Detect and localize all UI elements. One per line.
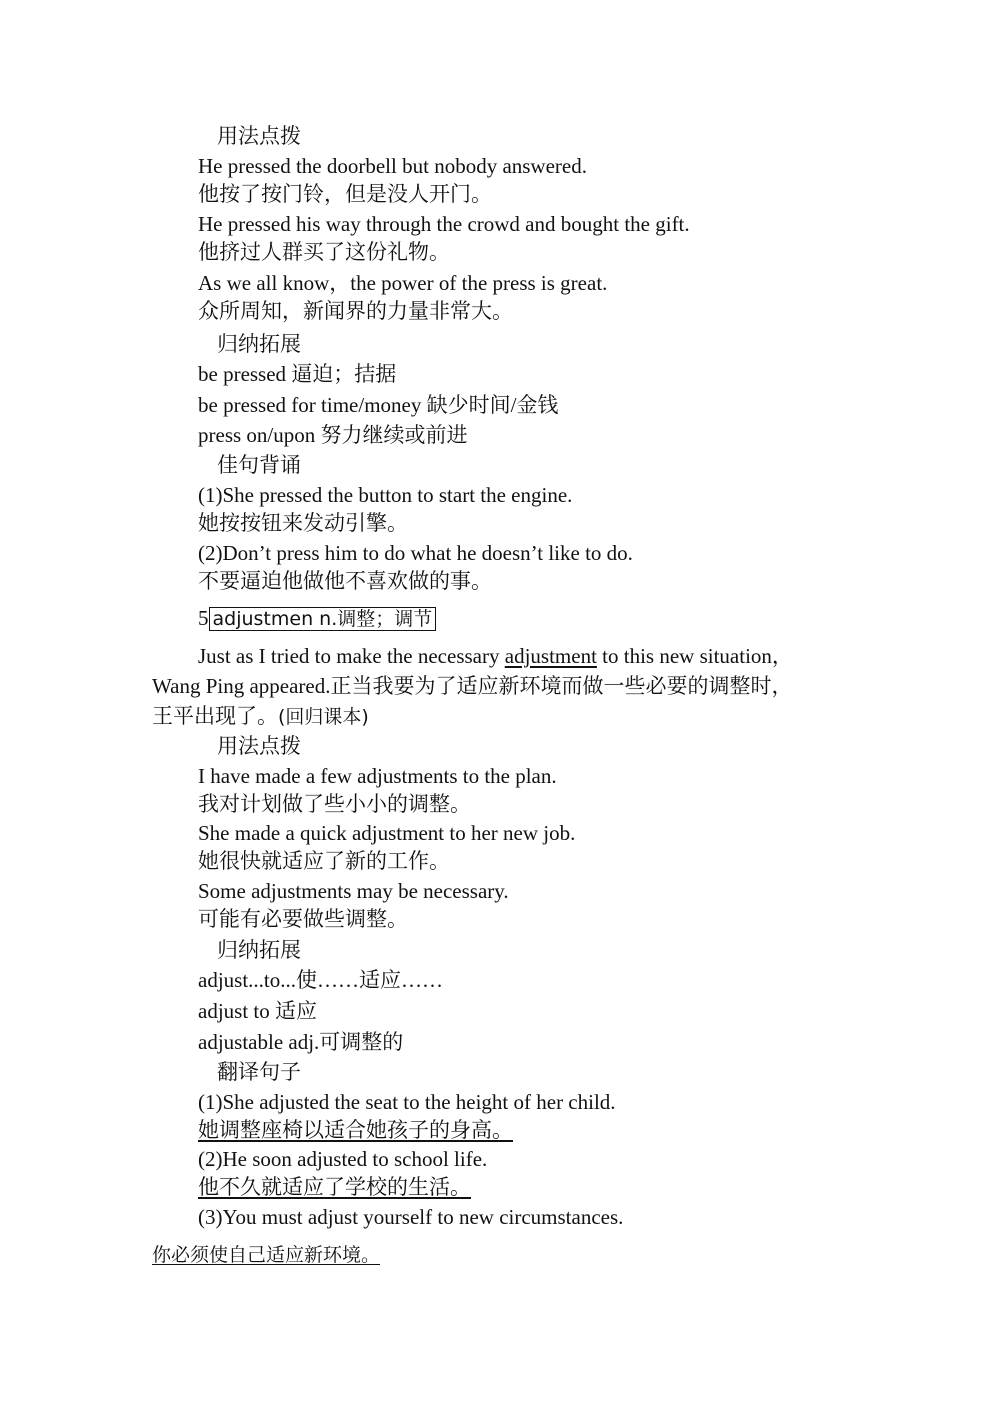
translate-sentence-en: (3)You must adjust yourself to new circumstances. <box>198 1205 624 1229</box>
usage-heading: 用法点拨 <box>217 124 301 148</box>
usage-example-en: He pressed the doorbell but nobody answered. <box>198 154 587 178</box>
recite-sentence-en: (1)She pressed the button to start the engine. <box>198 483 573 507</box>
entry-number: 5 <box>198 606 209 630</box>
translate-answer-zh: 你必须使自己适应新环境。 <box>152 1244 381 1266</box>
word-entry <box>198 605 436 632</box>
example-keyword: adjustment <box>504 644 597 668</box>
recite-sentence-zh: 不要逼迫他做他不喜欢做的事。 <box>198 569 492 593</box>
usage-heading: 用法点拨 <box>217 734 301 758</box>
usage-example-en: He pressed his way through the crowd and bought the gift. <box>198 212 690 236</box>
extension-item: adjust...to...使……适应…… <box>198 968 443 992</box>
recite-sentence-en: (2)Don’t press him to do what he doesn’t like to do. <box>198 541 633 565</box>
extension-item: adjust to 适应 <box>198 999 317 1023</box>
recite-sentence-zh: 她按按钮来发动引擎。 <box>198 511 408 535</box>
translate-answer-zh: 她调整座椅以适合她孩子的身高。 <box>198 1118 513 1142</box>
usage-example-zh: 可能有必要做些调整。 <box>198 907 408 931</box>
textbook-example-line3 <box>152 703 369 730</box>
usage-example-zh: 他按了按门铃，但是没人开门。 <box>198 182 492 206</box>
usage-example-zh: 她很快就适应了新的工作。 <box>198 849 450 873</box>
extension-heading: 归纳拓展 <box>217 938 301 962</box>
translate-heading: 翻译句子 <box>217 1060 301 1084</box>
extension-heading: 归纳拓展 <box>217 332 301 356</box>
translate-sentence-en: (1)She adjusted the seat to the height of her child. <box>198 1090 616 1114</box>
usage-example-en: I have made a few adjustments to the plan. <box>198 764 557 788</box>
translate-answer-zh: 他不久就适应了学校的生活。 <box>198 1175 471 1199</box>
textbook-source-note: (回归课本) <box>278 706 369 728</box>
extension-item: adjustable adj.可调整的 <box>198 1030 404 1054</box>
translate-sentence-en: (2)He soon adjusted to school life. <box>198 1147 488 1171</box>
recite-heading: 佳句背诵 <box>217 453 301 477</box>
example-post: to this new situation， <box>596 644 793 668</box>
usage-example-en: She made a quick adjustment to her new job. <box>198 821 576 845</box>
boxed-word: adjustmen n.调整；调节 <box>209 607 437 631</box>
usage-example-zh: 他挤过人群买了这份礼物。 <box>198 240 450 264</box>
usage-example-en: Some adjustments may be necessary. <box>198 879 509 903</box>
textbook-example-line1 <box>198 643 793 669</box>
usage-example-zh: 我对计划做了些小小的调整。 <box>198 792 471 816</box>
usage-example-zh: 众所周知，新闻界的力量非常大。 <box>198 299 513 323</box>
textbook-example-line2: Wang Ping appeared.正当我要为了适应新环境而做一些必要的调整时， <box>152 674 793 698</box>
example-line3-zh: 王平出现了。 <box>152 704 278 728</box>
usage-example-en: As we all know，the power of the press is great. <box>198 271 608 295</box>
example-pre: Just as I tried to make the necessary <box>198 644 505 668</box>
extension-item: be pressed 逼迫；拮据 <box>198 362 397 386</box>
extension-item: press on/upon 努力继续或前进 <box>198 423 468 447</box>
extension-item: be pressed for time/money 缺少时间/金钱 <box>198 393 559 417</box>
